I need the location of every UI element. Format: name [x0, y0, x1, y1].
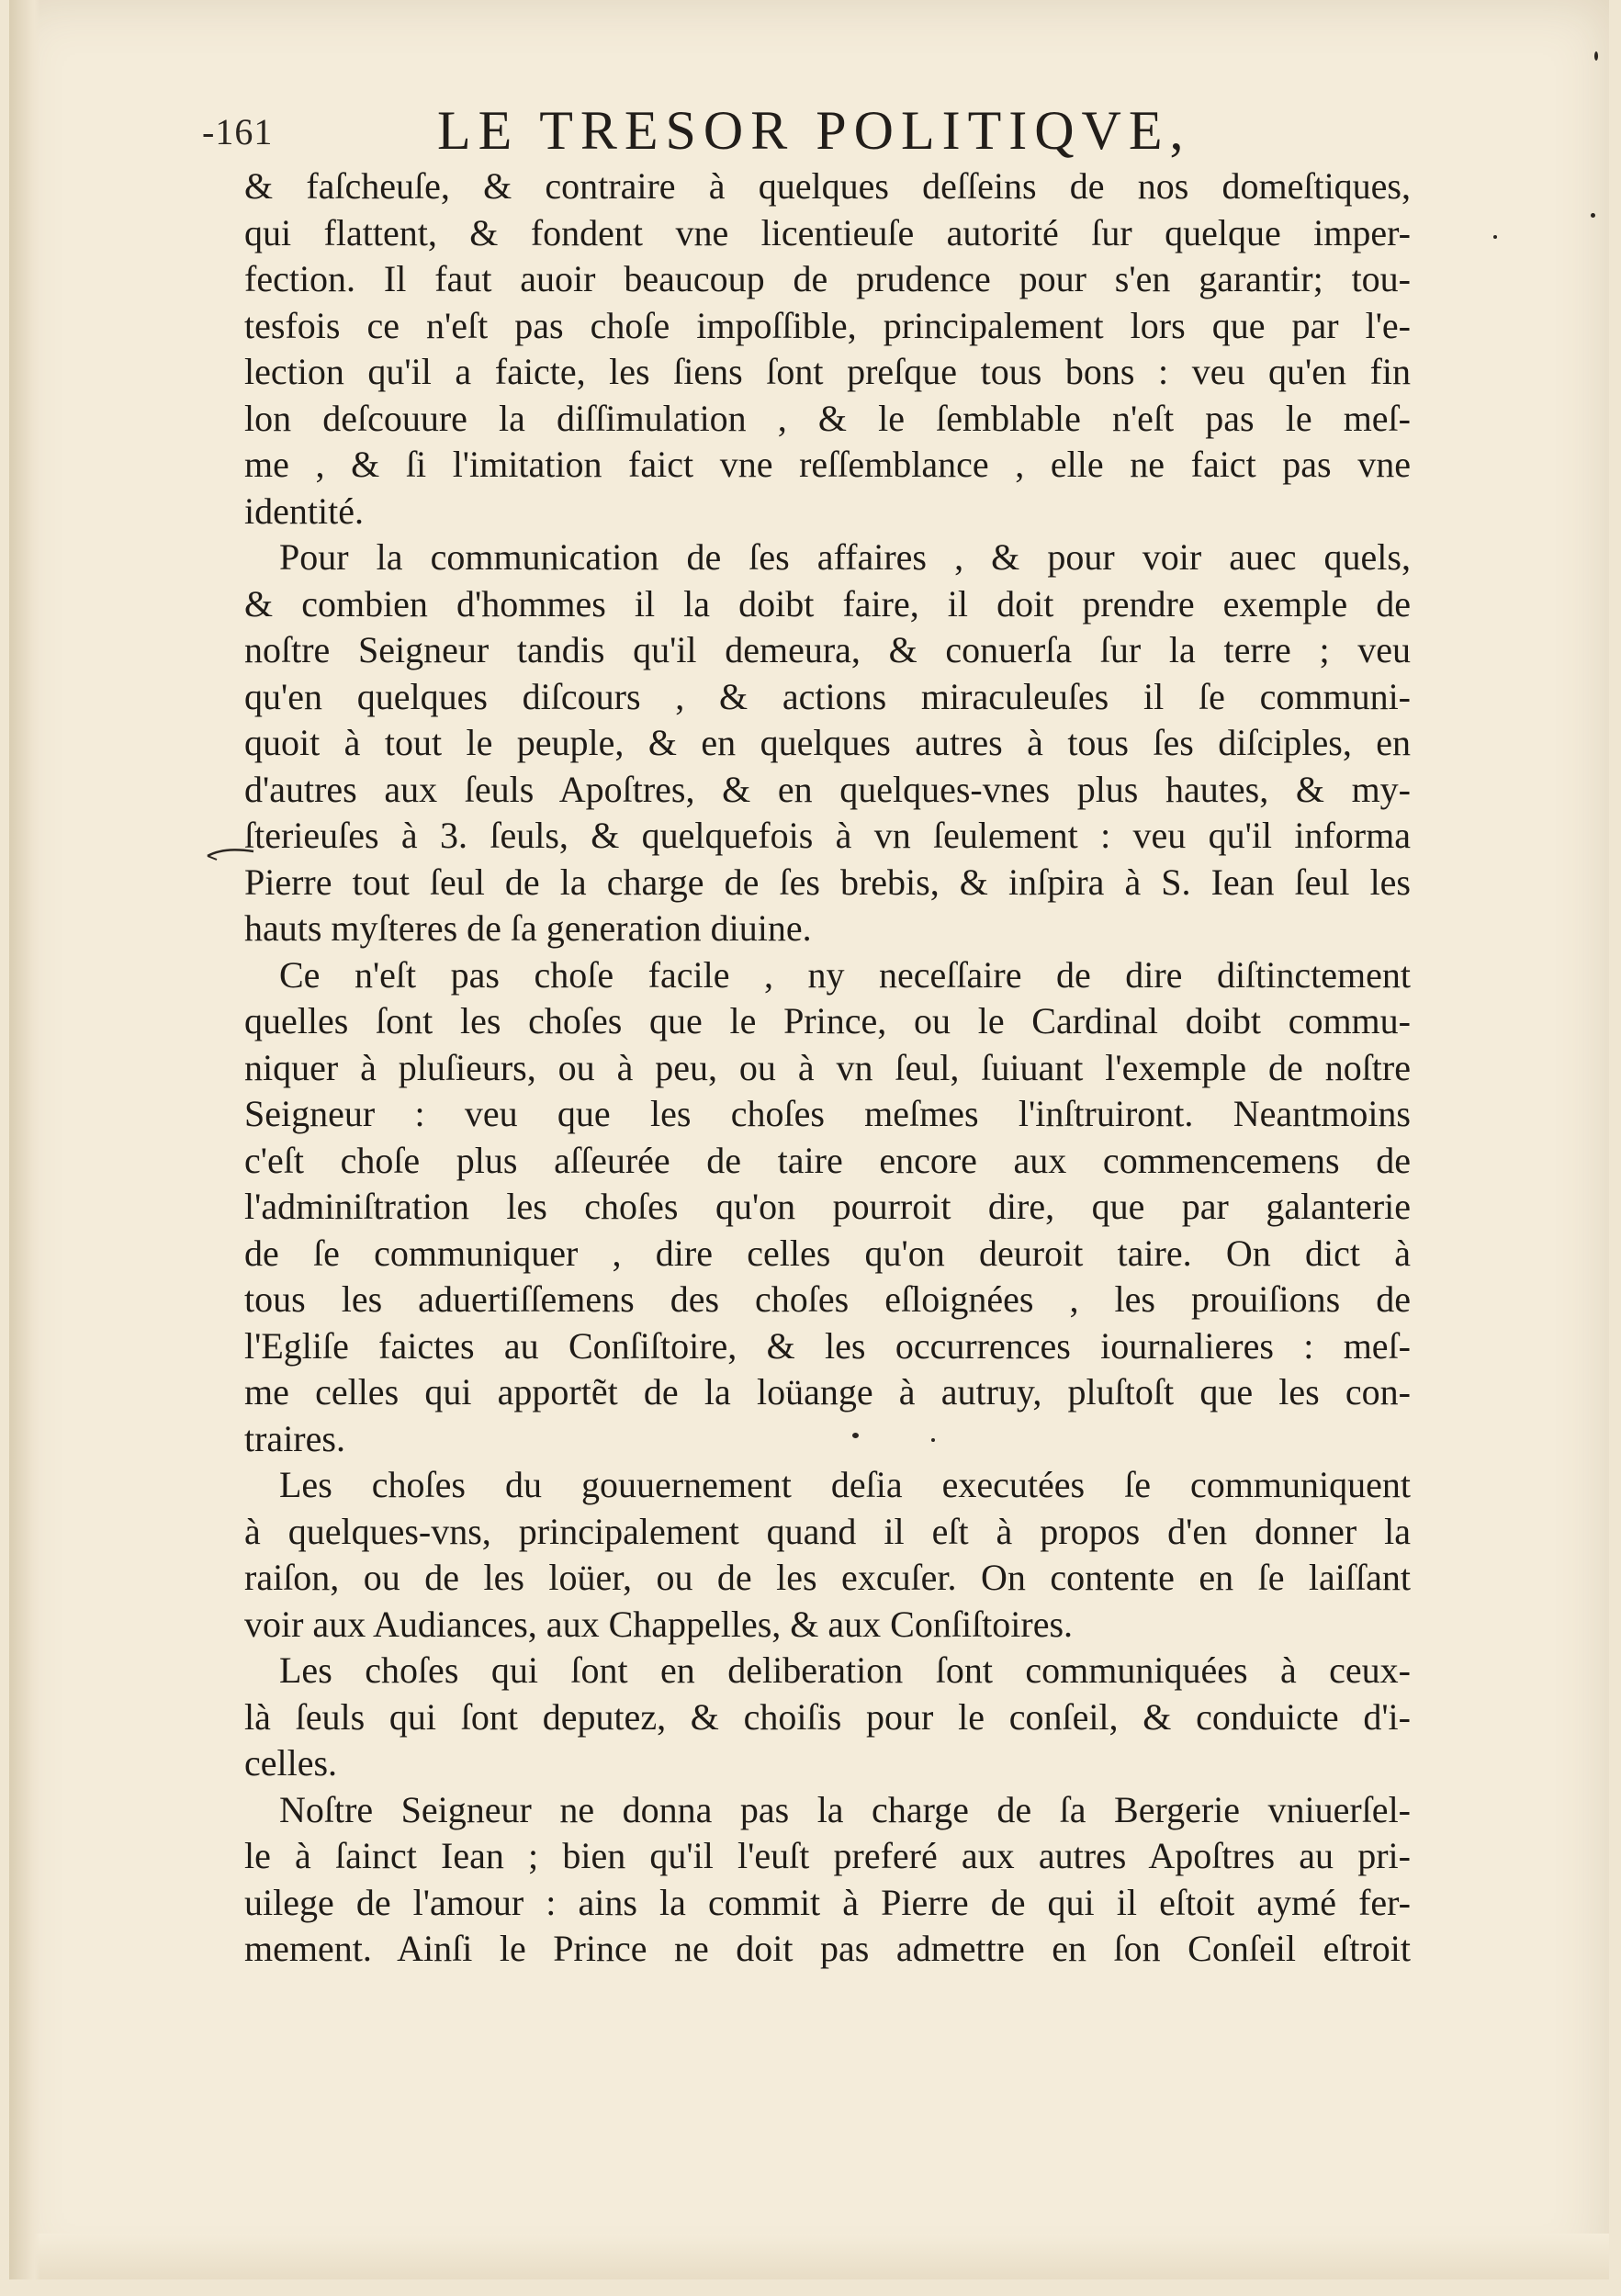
text-line: hauts myſteres de ſa generation diuine. [244, 907, 812, 949]
text-line: à quelques-vns, principalement quand il eſt à propos d'en donner la [244, 1510, 1411, 1552]
text-line: le à ſainct Iean ; bien qu'il l'euſt preferé aux autres Apoſtres au pri- [244, 1835, 1411, 1876]
text-line: celles. [244, 1742, 338, 1784]
ink-speck [1493, 235, 1497, 239]
ink-speck [931, 1438, 935, 1442]
text-line: traires. [244, 1417, 345, 1459]
text-line: noſtre Seigneur tandis qu'il demeura, & conuerſa ſur la terre ; veu [244, 629, 1411, 670]
text-line: l'adminiſtration les choſes qu'on pourroit dire, que par galanterie [244, 1186, 1411, 1227]
text-line: tous les aduertiſſemens des choſes eſloignées , les prouiſions de [244, 1278, 1411, 1320]
text-line: Pierre tout ſeul de la charge de ſes brebis, & inſpira à S. Iean ſeul les [244, 861, 1411, 903]
text-line: uilege de l'amour : ains la commit à Pierre de qui il eſtoit aymé fer- [244, 1881, 1411, 1923]
text-line: raiſon, ou de les loüer, ou de les excuſer. On contente en ſe laiſſant [244, 1557, 1411, 1598]
text-line: & combien d'hommes il la doibt faire, il doit prendre exemple de [244, 582, 1411, 625]
ink-speck [852, 1433, 859, 1438]
text-line: voir aux Audiances, aux Chappelles, & aux Conſiſtoires. [244, 1603, 1074, 1645]
paragraph-start: Pour la communication de ſes affaires , & pour voir auec quels, [279, 536, 1411, 578]
text-line: ſterieuſes à 3. ſeuls, & quelquefois à vn ſeulement : veu qu'il informa [244, 815, 1411, 856]
text-line: de ſe communiquer , dire celles qu'on deuroit taire. On dict à [244, 1232, 1411, 1274]
page-number: -161 [202, 111, 274, 152]
text-line: fection. Il faut auoir beaucoup de prudence pour s'en garantir; tou- [244, 258, 1411, 299]
book-page [9, 0, 1609, 2279]
paragraph-start: Les choſes qui ſont en deliberation ſont communiquées à ceux- [279, 1649, 1411, 1691]
paragraph-start: Noſtre Seigneur ne donna pas la charge de ſa Bergerie vniuerſel- [279, 1788, 1411, 1830]
text-line: lection qu'il a faicte, les ſiens ſont preſque tous bons : veu qu'en fin [244, 351, 1411, 392]
ink-speck [1594, 51, 1598, 61]
text-line: Seigneur : veu que les choſes meſmes l'inſtruiront. Neantmoins [244, 1093, 1411, 1134]
text-line: d'autres aux ſeuls Apoſtres, & en quelques-vnes plus hautes, & my- [244, 768, 1411, 810]
text-line: qu'en quelques diſcours , & actions miraculeuſes il ſe communi- [244, 675, 1411, 717]
text-line: tesfois ce n'eſt pas choſe impoſſible, principalement lors que par l'e- [244, 304, 1411, 346]
text-line: me celles qui apportẽt de la loüange à autruy, pluſtoſt que les con- [244, 1371, 1411, 1412]
paragraph-start: Ce n'eſt pas choſe facile , ny neceſſaire de dire diſtinctement [279, 953, 1411, 996]
text-line: là ſeuls qui ſont deputez, & choiſis pour le conſeil, & conduicte d'i- [244, 1695, 1411, 1738]
text-line: & faſcheuſe, & contraire à quelques deſſeins de nos domeſtiques, [244, 165, 1411, 207]
paragraph-start: Les choſes du gouuernement deſia executées ſe communiquent [279, 1464, 1411, 1505]
body-text [244, 163, 1411, 1973]
text-line: niquer à pluſieurs, ou à peu, ou à vn ſeul, ſuiuant l'exemple de noſtre [244, 1046, 1411, 1088]
text-line: qui flattent, & fondent vne licentieuſe autorité ſur quelque imper- [244, 211, 1411, 253]
text-line: c'eſt choſe plus aſſeurée de taire encore aux commencemens de [244, 1139, 1411, 1181]
ink-speck [1591, 213, 1595, 218]
text-line: identité. [244, 490, 364, 532]
running-title: LE TRESOR POLITIQVE, [437, 100, 1191, 161]
text-line: me , & ſi l'imitation faict vne reſſemblance , elle ne faict pas vne [244, 444, 1411, 485]
text-line: quoit à tout le peuple, & en quelques autres à tous ſes diſciples, en [244, 722, 1411, 763]
page-gutter [9, 0, 40, 2279]
text-line: lon deſcouure la diſſimulation , & le ſemblable n'eſt pas le meſ- [244, 397, 1411, 439]
text-line: mement. Ainſi le Prince ne doit pas admettre en ſon Conſeil eſtroit [244, 1928, 1411, 1969]
text-line: quelles ſont les choſes que le Prince, ou le Cardinal doibt commu- [244, 1000, 1411, 1041]
text-line: l'Egliſe faictes au Conſiſtoire, & les occurrences iournalieres : meſ- [244, 1324, 1411, 1367]
